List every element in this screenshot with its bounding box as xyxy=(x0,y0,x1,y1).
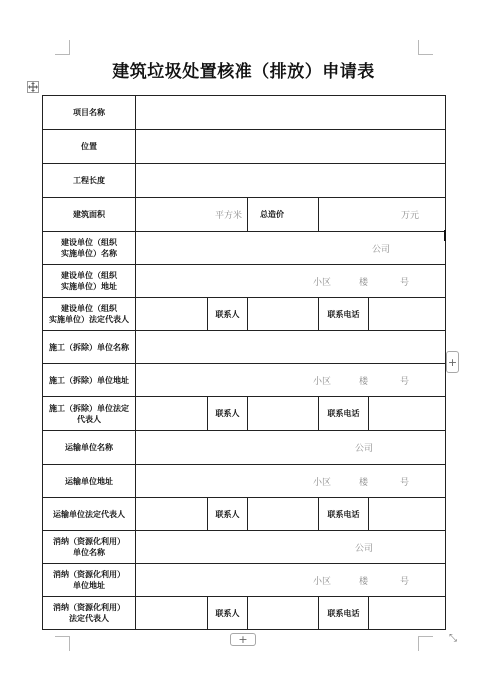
construct-phone-field[interactable] xyxy=(369,397,446,431)
duration-label: 工程长度 xyxy=(43,164,136,198)
contact-label: 联系人 xyxy=(208,597,248,630)
crop-mark-top-left xyxy=(55,40,70,55)
table-row xyxy=(43,130,446,164)
project-name-field[interactable] xyxy=(136,96,446,130)
table-row xyxy=(43,198,446,232)
transport-rep-field[interactable] xyxy=(136,498,208,531)
addr-number: 号 xyxy=(400,277,410,288)
label-line: 单位地址 xyxy=(73,581,105,590)
table-row xyxy=(43,597,446,630)
crop-mark-bottom-left xyxy=(55,636,70,651)
label-line: 建设单位（组织 xyxy=(61,238,117,247)
builder-contact-field[interactable] xyxy=(248,298,319,331)
label-line: 代表人 xyxy=(77,414,101,424)
table-row xyxy=(43,465,446,498)
cost-unit: 万元 xyxy=(401,211,420,221)
table-row xyxy=(43,498,446,531)
construct-name-label: 施工（拆除）单位名称 xyxy=(43,331,136,364)
transport-addr-field[interactable] xyxy=(136,465,446,498)
builder-phone-field[interactable] xyxy=(369,298,446,331)
addr-number: 号 xyxy=(400,477,410,488)
company-hint: 公司 xyxy=(355,543,374,554)
consume-name-label xyxy=(43,531,136,564)
text-cursor xyxy=(444,230,446,241)
table-row xyxy=(43,331,446,364)
addr-building: 楼 xyxy=(359,576,369,587)
addr-building: 楼 xyxy=(359,277,369,288)
transport-contact-field[interactable] xyxy=(248,498,319,531)
location-label: 位置 xyxy=(43,130,136,164)
transport-name-field[interactable] xyxy=(136,431,446,465)
consume-rep-field[interactable] xyxy=(136,597,208,630)
table-row xyxy=(43,564,446,597)
builder-name-label xyxy=(43,232,136,265)
phone-label: 联系电话 xyxy=(319,597,369,630)
project-name-label: 项目名称 xyxy=(43,96,136,130)
phone-label: 联系电话 xyxy=(319,498,369,531)
table-row xyxy=(43,431,446,465)
contact-label: 联系人 xyxy=(208,397,248,431)
crop-mark-top-right xyxy=(418,40,433,55)
total-cost-field[interactable] xyxy=(319,198,446,232)
construct-addr-label: 施工（拆除）单位地址 xyxy=(43,364,136,397)
duration-field[interactable] xyxy=(136,164,446,198)
label-line: 施工（拆除）单位法定 xyxy=(49,403,129,413)
construct-rep-label xyxy=(43,397,136,431)
table-row xyxy=(43,364,446,397)
builder-rep-field[interactable] xyxy=(136,298,208,331)
construct-name-field[interactable] xyxy=(136,331,446,364)
addr-district: 小区 xyxy=(313,477,332,488)
addr-district: 小区 xyxy=(313,277,332,288)
construct-rep-field[interactable] xyxy=(136,397,208,431)
builder-name-field[interactable] xyxy=(136,232,446,265)
label-line: 实施单位）法定代表人 xyxy=(49,315,129,324)
consume-addr-label xyxy=(43,564,136,597)
label-line: 单位名称 xyxy=(73,548,105,557)
consume-contact-field[interactable] xyxy=(248,597,319,630)
addr-district: 小区 xyxy=(313,376,332,387)
document-title: 建筑垃圾处置核准（排放）申请表 xyxy=(112,62,375,82)
addr-building: 楼 xyxy=(359,477,369,488)
table-row xyxy=(43,96,446,130)
label-line: 实施单位）地址 xyxy=(61,282,117,291)
builder-rep-label xyxy=(43,298,136,331)
phone-label: 联系电话 xyxy=(319,397,369,431)
total-cost-label: 总造价 xyxy=(248,198,319,232)
application-form-table xyxy=(42,95,446,630)
addr-building: 楼 xyxy=(359,376,369,387)
table-row xyxy=(43,164,446,198)
building-area-label: 建筑面积 xyxy=(43,198,136,232)
label-line: 消纳（资源化利用） xyxy=(53,570,125,579)
add-column-button[interactable] xyxy=(446,351,459,373)
plus-icon: + xyxy=(447,355,458,369)
add-row-button[interactable] xyxy=(230,633,256,646)
consume-rep-label xyxy=(43,597,136,630)
transport-addr-label: 运输单位地址 xyxy=(43,465,136,498)
label-line: 建设单位（组织 xyxy=(61,271,117,280)
table-move-handle-icon[interactable] xyxy=(27,81,39,93)
phone-label: 联系电话 xyxy=(319,298,369,331)
label-line: 消纳（资源化利用） xyxy=(53,603,125,612)
transport-rep-label: 运输单位法定代表人 xyxy=(43,498,136,531)
plus-icon: + xyxy=(238,633,248,646)
label-line: 建设单位（组织 xyxy=(61,304,117,313)
contact-label: 联系人 xyxy=(208,498,248,531)
label-line: 实施单位）名称 xyxy=(61,249,117,258)
company-hint: 公司 xyxy=(355,444,374,454)
consume-addr-field[interactable] xyxy=(136,564,446,597)
builder-addr-label xyxy=(43,265,136,298)
transport-name-label: 运输单位名称 xyxy=(43,431,136,465)
table-row xyxy=(43,531,446,564)
label-line: 法定代表人 xyxy=(69,614,109,623)
addr-number: 号 xyxy=(400,576,410,587)
company-hint: 公司 xyxy=(372,244,391,255)
addr-district: 小区 xyxy=(313,576,332,587)
construct-contact-field[interactable] xyxy=(248,397,319,431)
crop-mark-bottom-right xyxy=(418,636,433,651)
label-line: 消纳（资源化利用） xyxy=(53,537,125,546)
consume-phone-field[interactable] xyxy=(369,597,446,630)
builder-addr-field[interactable] xyxy=(136,265,446,298)
table-row xyxy=(43,298,446,331)
building-area-field[interactable] xyxy=(136,198,248,232)
area-unit: 平方米 xyxy=(214,211,242,221)
move-icon xyxy=(28,82,38,92)
resize-icon: ⤡ xyxy=(449,632,457,644)
consume-name-field[interactable] xyxy=(136,531,446,564)
table-row xyxy=(43,397,446,431)
table-row xyxy=(43,265,446,298)
contact-label: 联系人 xyxy=(208,298,248,331)
location-field[interactable] xyxy=(136,130,446,164)
addr-number: 号 xyxy=(400,376,410,387)
table-row xyxy=(43,232,446,265)
construct-addr-field[interactable] xyxy=(136,364,446,397)
table-resize-handle[interactable] xyxy=(447,632,459,644)
transport-phone-field[interactable] xyxy=(369,498,446,531)
